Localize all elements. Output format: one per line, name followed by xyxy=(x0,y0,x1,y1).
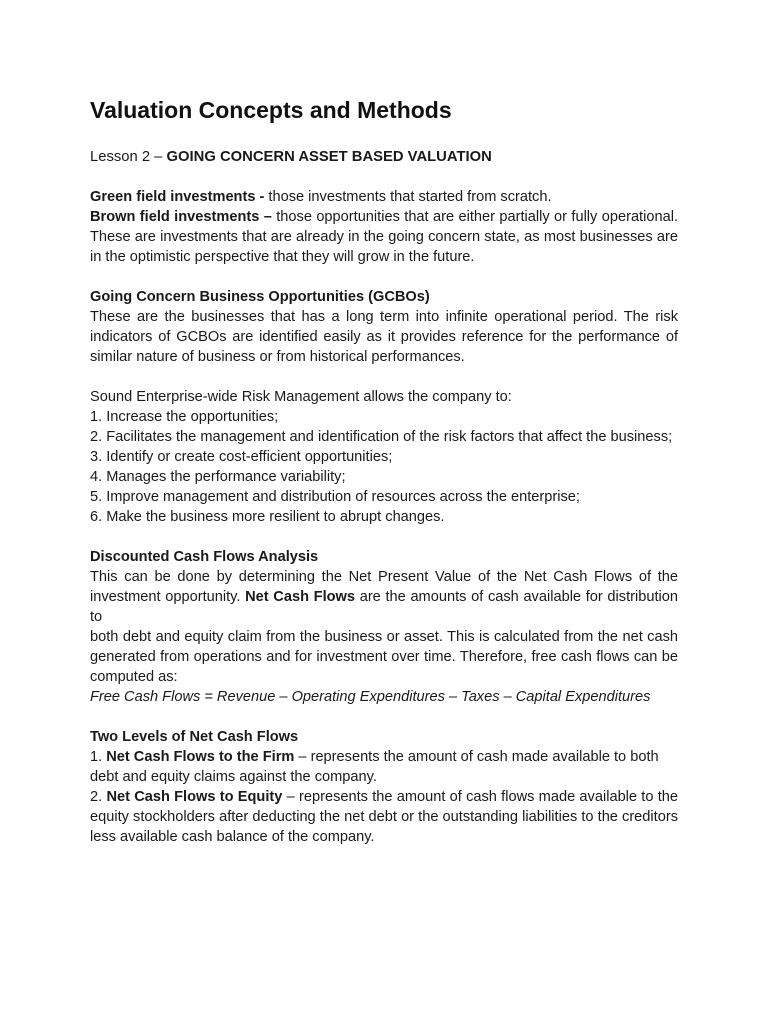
lesson-heading xyxy=(90,147,678,167)
page-title: Valuation Concepts and Methods xyxy=(90,97,452,123)
list-item: 4. Manages the performance variability; xyxy=(90,469,346,485)
levels-item-firm xyxy=(90,747,678,787)
list-item: 2. Facilitates the management and identification of the risk factors that affect the business; xyxy=(90,429,673,445)
lesson-prefix: Lesson 2 – xyxy=(90,149,167,165)
document-page xyxy=(90,96,678,847)
gcbo-heading: Going Concern Business Opportunities (GCBOs) xyxy=(90,289,430,305)
brown-field-paragraph xyxy=(90,207,678,267)
gcbo-text: These are the businesses that has a long term into infinite operational period. The risk indicators of GCBOs are identified easily as it provides reference for the performance of similar nature of business or from historical performances. xyxy=(90,309,678,365)
dcf-heading: Discounted Cash Flows Analysis xyxy=(90,549,319,565)
dcf-section xyxy=(90,547,678,707)
levels-section xyxy=(90,727,678,847)
levels-item-term: Net Cash Flows to the Firm xyxy=(106,749,295,765)
erm-list xyxy=(90,407,678,527)
brown-field-text: those opportunities that are either partially or fully operational. These are investments that are already in the going concern state, as most businesses are in the optimistic perspective that they will grow in the future. xyxy=(90,209,679,265)
dcf-text-before: This can be done by determining the Net Present Value of the Net Cash Flows of the investment opportunity. xyxy=(90,569,678,605)
green-field-paragraph xyxy=(90,187,678,207)
green-field-term: Green field investments - xyxy=(90,189,265,205)
levels-heading: Two Levels of Net Cash Flows xyxy=(90,729,299,745)
erm-section xyxy=(90,387,678,527)
levels-item-number: 2. xyxy=(90,789,107,805)
gcbo-section xyxy=(90,287,678,367)
net-cash-flows-term: Net Cash Flows xyxy=(245,589,356,605)
levels-item-number: 1. xyxy=(90,749,107,765)
list-item: 1. Increase the opportunities; xyxy=(90,409,279,425)
dcf-paragraph-2: both debt and equity claim from the business or asset. This is calculated from the net cash generated from operations and for investment over time. Therefore, free cash flows can be computed as: xyxy=(90,629,678,685)
lesson-name: GOING CONCERN ASSET BASED VALUATION xyxy=(166,149,492,165)
levels-item-term: Net Cash Flows to Equity xyxy=(106,789,283,805)
list-item: 6. Make the business more resilient to abrupt changes. xyxy=(90,509,445,525)
dcf-text-after: are the amounts of cash available for distribution to xyxy=(90,589,679,625)
list-item: 3. Identify or create cost-efficient opportunities; xyxy=(90,449,393,465)
levels-item-text: – represents the amount of cash flows made available to the equity stockholders after deducting the net debt or the outstanding liabilities to the creditors less available cash balance of the company. xyxy=(90,789,679,845)
dcf-paragraph-1 xyxy=(90,567,678,627)
brown-field-term: Brown field investments – xyxy=(90,209,272,225)
erm-intro: Sound Enterprise-wide Risk Management allows the company to: xyxy=(90,389,512,405)
investments-section xyxy=(90,187,678,267)
green-field-text: those investments that started from scratch. xyxy=(264,189,552,205)
free-cash-flow-formula: Free Cash Flows = Revenue – Operating Expenditures – Taxes – Capital Expenditures xyxy=(90,689,651,705)
list-item: 5. Improve management and distribution of resources across the enterprise; xyxy=(90,489,580,505)
levels-item-equity xyxy=(90,787,678,847)
levels-item-text: – represents the amount of cash made available to both debt and equity claims against the company. xyxy=(90,749,659,785)
